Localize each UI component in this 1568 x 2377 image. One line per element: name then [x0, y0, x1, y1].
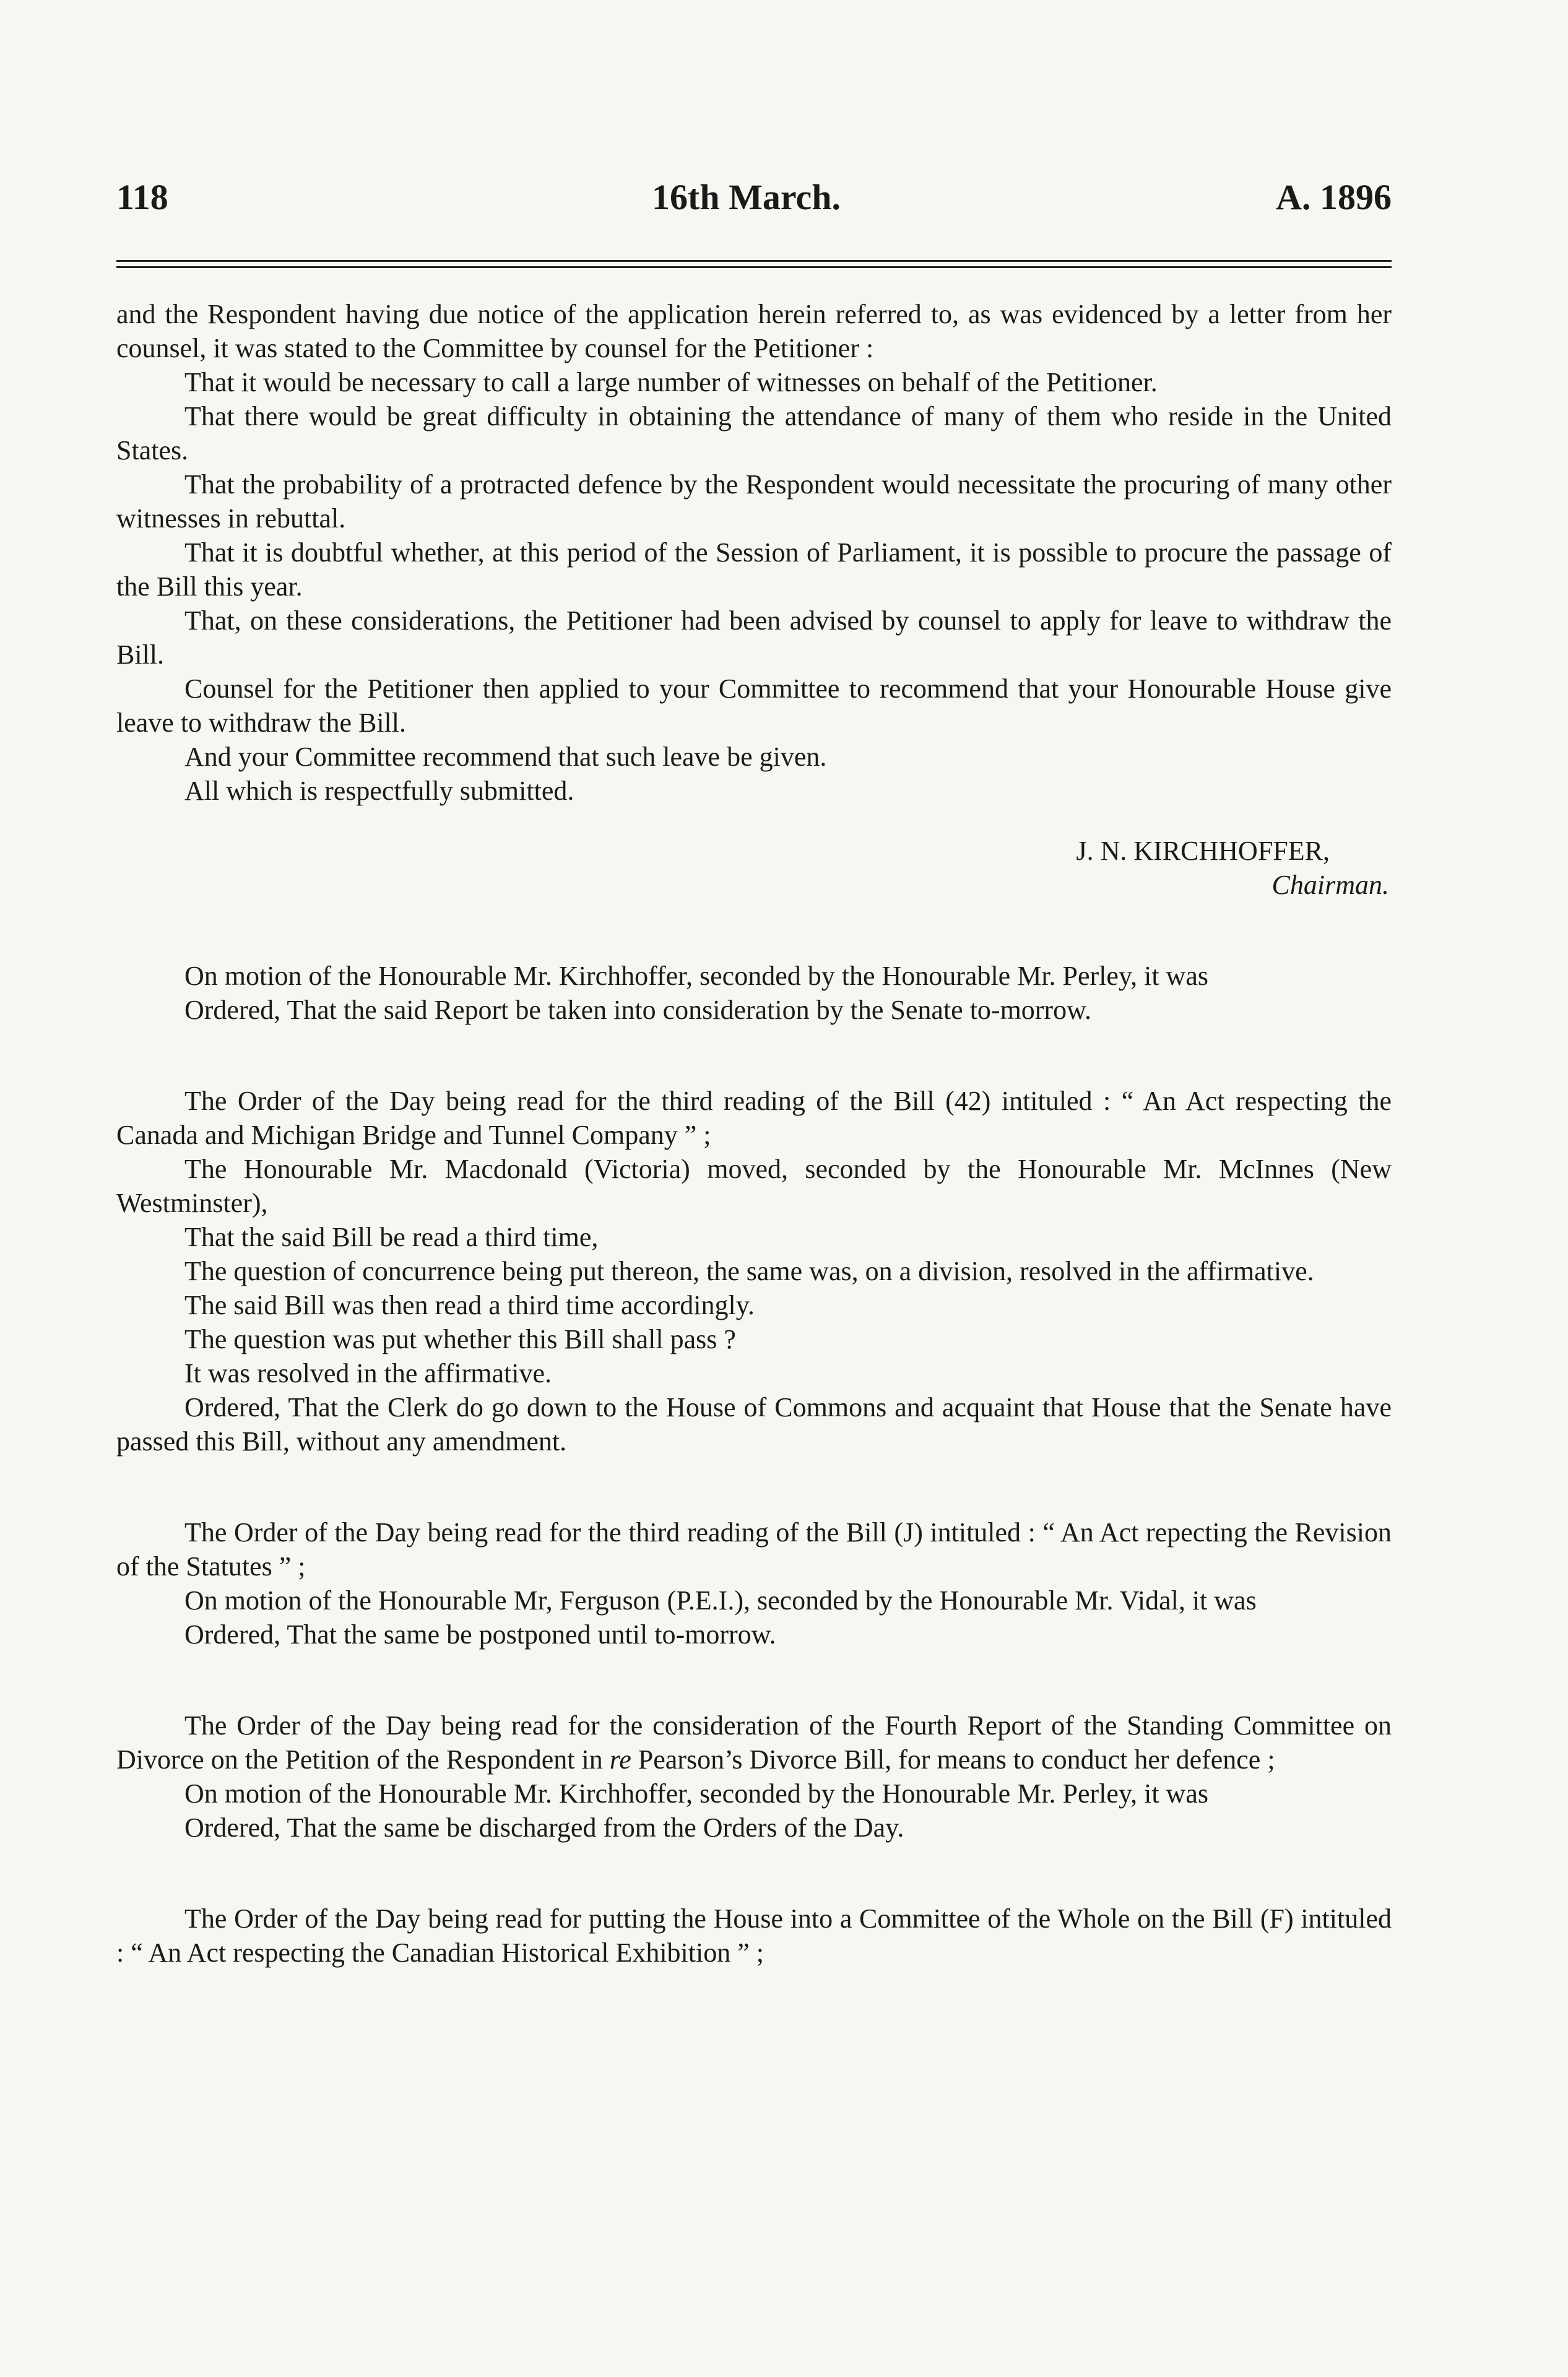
- italic-re: re: [609, 1744, 631, 1775]
- page-date: 16th March.: [652, 177, 841, 217]
- paragraph: It was resolved in the affirmative.: [184, 1358, 552, 1388]
- text-run: The Order of the Day being read for the consideration of the Fourth Report of the Standing Committee on Divorce on the Petition of the Respondent in: [116, 1710, 1392, 1775]
- signatory-title: Chairman.: [1271, 870, 1389, 900]
- paragraph: On motion of the Honourable Mr. Kirchhoffer, seconded by the Honourable Mr. Perley, it was: [184, 961, 1208, 991]
- paragraph: The Honourable Mr. Macdonald (Victoria) moved, seconded by the Honourable Mr. McInnes (New Westminster),: [116, 1154, 1392, 1218]
- paragraph: The question was put whether this Bill shall pass ?: [184, 1324, 736, 1354]
- signatory-name: J. N. KIRCHHOFFER,: [1076, 836, 1330, 866]
- paragraph: Ordered, That the Clerk do go down to the House of Commons and acquaint that House that the Senate have passed this Bill, without any amendment.: [116, 1392, 1392, 1457]
- page-body: [116, 297, 1392, 1970]
- paragraph: The Order of the Day being read for the third reading of the Bill (42) intituled : “ An Act respecting the Canada and Michigan Bridge and Tunnel Company ” ;: [116, 1086, 1392, 1150]
- page-number: 118: [116, 177, 168, 217]
- paragraph: That it would be necessary to call a large number of witnesses on behalf of the Petitioner.: [184, 367, 1158, 397]
- paragraph: The Order of the Day being read for the third reading of the Bill (J) intituled : “ An Act repecting the Revision of the Statutes ” ;: [116, 1517, 1392, 1582]
- paragraph: On motion of the Honourable Mr. Kirchhoffer, seconded by the Honourable Mr. Perley, it was: [184, 1778, 1208, 1809]
- page-year: A. 1896: [1276, 177, 1392, 217]
- paragraph: Counsel for the Petitioner then applied to your Committee to recommend that your Honourable House give leave to withdraw the Bill.: [116, 673, 1392, 738]
- signature-block: [116, 834, 1392, 902]
- paragraph: Ordered, That the said Report be taken into consideration by the Senate to-morrow.: [184, 995, 1092, 1025]
- paragraph: The Order of the Day being read for putting the House into a Committee of the Whole on the Bill (F) intituled : “ An Act respecting the Canadian Historical Exhibition ” ;: [116, 1903, 1392, 1968]
- paragraph: That there would be great difficulty in obtaining the attendance of many of them who reside in the United States.: [116, 401, 1392, 465]
- paragraph: The question of concurrence being put thereon, the same was, on a division, resolved in the affirmative.: [184, 1256, 1314, 1286]
- paragraph: On motion of the Honourable Mr, Ferguson (P.E.I.), seconded by the Honourable Mr. Vidal, it was: [184, 1585, 1257, 1616]
- paragraph: Ordered, That the same be discharged from the Orders of the Day.: [184, 1812, 904, 1843]
- paragraph: That it is doubtful whether, at this period of the Session of Parliament, it is possible to procure the passage of the Bill this year.: [116, 537, 1392, 602]
- header-double-rule: [116, 260, 1392, 268]
- paragraph: That the said Bill be read a third time,: [184, 1222, 599, 1252]
- paragraph: [116, 1708, 1392, 1777]
- paragraph: The said Bill was then read a third time accordingly.: [184, 1290, 755, 1320]
- paragraph: Ordered, That the same be postponed until to-morrow.: [184, 1619, 776, 1650]
- text-run: Pearson’s Divorce Bill, for means to conduct her defence ;: [631, 1744, 1275, 1775]
- paragraph: and the Respondent having due notice of the application herein referred to, as was evidenced by a letter from her counsel, it was stated to the Committee by counsel for the Petitioner :: [116, 299, 1392, 363]
- paragraph: All which is respectfully submitted.: [184, 776, 574, 806]
- paragraph: That the probability of a protracted defence by the Respondent would necessitate the procuring of many other witnesses in rebuttal.: [116, 469, 1392, 534]
- paragraph: And your Committee recommend that such leave be given.: [184, 742, 827, 772]
- page-header: [116, 176, 1392, 226]
- paragraph: That, on these considerations, the Petitioner had been advised by counsel to apply for leave to withdraw the Bill.: [116, 605, 1392, 670]
